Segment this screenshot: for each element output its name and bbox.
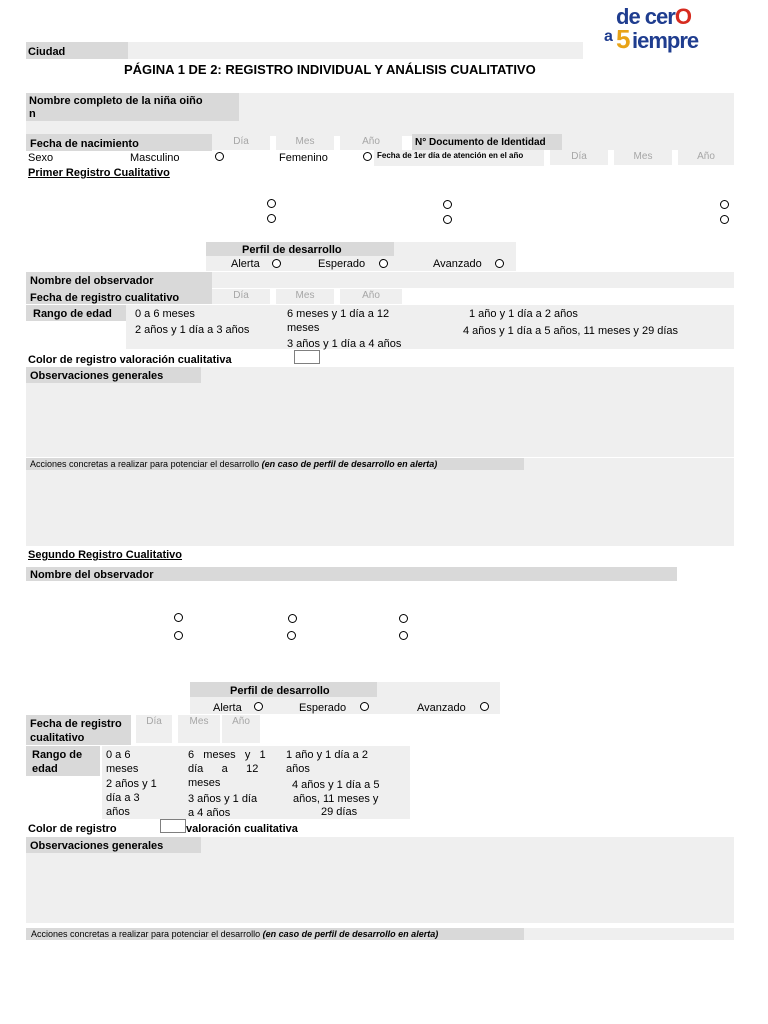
rango-2-c-5: 29 días [321,806,358,818]
fecha-atencion-label: Fecha de 1er día de atención en el año [377,151,524,160]
rango-2-b-1: 6 meses y 1 [188,749,266,761]
nombre-input[interactable] [239,93,734,121]
primer-radio-3a[interactable] [720,200,729,209]
avanzado-2-label: Avanzado [417,702,466,714]
rango-1-opt-5: 1 año y 1 día a 2 años [469,308,578,320]
fecha-nac-anio[interactable]: Año [340,135,402,150]
ciudad-input[interactable] [128,42,583,59]
avanzado-1-radio[interactable] [495,259,504,268]
rango-2-label-1: Rango de [32,749,83,761]
fecha-atencion-mes[interactable]: Mes [614,150,672,165]
logo [602,4,742,54]
primer-radio-2a[interactable] [443,200,452,209]
perfil-1-label: Perfil de desarrollo [242,244,342,256]
fecha-nac-dia[interactable]: Día [212,135,270,150]
rango-2-c-1: 1 año y 1 día a 2 [286,749,368,761]
fecha-registro-2-label-1: Fecha de registro [30,718,122,730]
logo-a: a [604,28,613,45]
rango-2-a-1: 0 a 6 [106,749,131,761]
avanzado-2-radio[interactable] [480,702,489,711]
segundo-radio-3a[interactable] [399,614,408,623]
fecha-registro-2-label-2: cualitativo [30,732,85,744]
rango-1-opt-3: 6 meses y 1 día a 12 [287,308,390,320]
ciudad-label: Ciudad [28,46,66,58]
primer-radio-3b[interactable] [720,215,729,224]
rango-2-b-5: a 4 años [188,807,231,819]
color-1-box[interactable] [294,350,320,364]
fecha-registro-1-label: Fecha de registro cualitativo [30,292,180,304]
rango-2-b-3: meses [188,777,221,789]
rango-1-opt-4: 3 años y 1 día a 4 años [287,338,402,350]
rango-2-a-2: meses [106,763,139,775]
observador-2-label: Nombre del observador [30,569,154,581]
color-2-box[interactable] [160,819,186,833]
rango-2-label-2: edad [32,763,58,775]
acciones-1-area[interactable] [26,458,734,546]
fecha-atencion-anio[interactable]: Año [678,150,734,165]
masculino-radio[interactable] [215,152,224,161]
rango-2-c-4: años, 11 meses y [293,793,379,805]
observaciones-2-label: Observaciones generales [30,840,164,852]
primer-radio-2b[interactable] [443,215,452,224]
esperado-2-radio[interactable] [360,702,369,711]
fecha-atencion-dia[interactable]: Día [550,150,608,165]
fecha-registro-1-mes[interactable]: Mes [276,289,334,304]
rango-1-opt-3b: meses [287,322,320,334]
segundo-radio-2a[interactable] [288,614,297,623]
acciones-2-label: Acciones concretas a realizar para potenciar el desarrollo (en caso de perfil de desarrollo en alerta) [31,929,439,939]
femenino-label: Femenino [279,152,328,164]
color-2-label-2: valoración cualitativa [186,823,298,835]
rango-2-c-2: años [286,763,310,775]
primer-registro-title: Primer Registro Cualitativo [28,167,170,179]
nombre-label: Nombre completo de la niña oiño [29,95,203,107]
fecha-nac-mes[interactable]: Mes [276,135,334,150]
esperado-1-label: Esperado [318,258,366,270]
documento-label: N° Documento de Identidad [415,137,546,148]
fecha-nac-label: Fecha de nacimiento [30,138,139,150]
primer-radio-1a[interactable] [267,199,276,208]
page-title: PÁGINA 1 DE 2: REGISTRO INDIVIDUAL Y ANÁLISIS CUALITATIVO [124,62,536,77]
observaciones-1-label: Observaciones generales [30,370,164,382]
color-2-label-1: Color de registro [28,823,117,835]
rango-2-b-2: día a 12 [188,763,259,775]
masculino-label: Masculino [130,152,180,164]
sexo-label: Sexo [28,152,54,164]
rango-1-label: Rango de edad [33,308,112,320]
perfil-2-label: Perfil de desarrollo [230,685,330,697]
alerta-1-radio[interactable] [272,259,281,268]
documento-input[interactable] [562,134,734,150]
rango-1-opt-6: 4 años y 1 día a 5 años, 11 meses y 29 días [463,325,679,337]
nombre-label-2: n [29,108,36,120]
fecha-registro-2-mes[interactable]: Mes [178,715,220,743]
observador-1-input[interactable] [212,272,734,288]
fecha-registro-1-dia[interactable]: Día [212,289,270,304]
avanzado-1-label: Avanzado [433,258,482,270]
rango-1-opt-1: 0 a 6 meses [135,308,195,320]
observador-1-label: Nombre del observador [30,275,154,287]
femenino-radio[interactable] [363,152,372,161]
logo-line2: iempre [632,28,699,53]
esperado-1-radio[interactable] [379,259,388,268]
alerta-2-radio[interactable] [254,702,263,711]
alerta-2-label: Alerta [213,702,242,714]
acciones-1-label: Acciones concretas a realizar para potenciar el desarrollo (en caso de perfil de desarrollo en alerta) [30,459,438,469]
fecha-registro-2-dia[interactable]: Día [136,715,172,743]
primer-radio-1b[interactable] [267,214,276,223]
rango-2-c-3: 4 años y 1 día a 5 [292,779,380,791]
rango-1-opt-2: 2 años y 1 día a 3 años [135,324,250,336]
logo-line1: de cerO [616,4,691,29]
fecha-registro-1-anio[interactable]: Año [340,289,402,304]
esperado-2-label: Esperado [299,702,347,714]
rango-2-b-4: 3 años y 1 día [188,793,258,805]
segundo-radio-3b[interactable] [399,631,408,640]
segundo-radio-1b[interactable] [174,631,183,640]
segundo-registro-title: Segundo Registro Cualitativo [28,549,183,561]
logo-five: 5 [616,24,631,54]
segundo-radio-2b[interactable] [287,631,296,640]
segundo-radio-1a[interactable] [174,613,183,622]
rango-2-a-3: 2 años y 1 [106,778,157,790]
fecha-registro-2-anio[interactable]: Año [222,715,260,743]
color-1-label: Color de registro valoración cualitativa [28,354,232,366]
rango-2-a-5: años [106,806,130,818]
alerta-1-label: Alerta [231,258,260,270]
rango-2-a-4: día a 3 [106,792,140,804]
